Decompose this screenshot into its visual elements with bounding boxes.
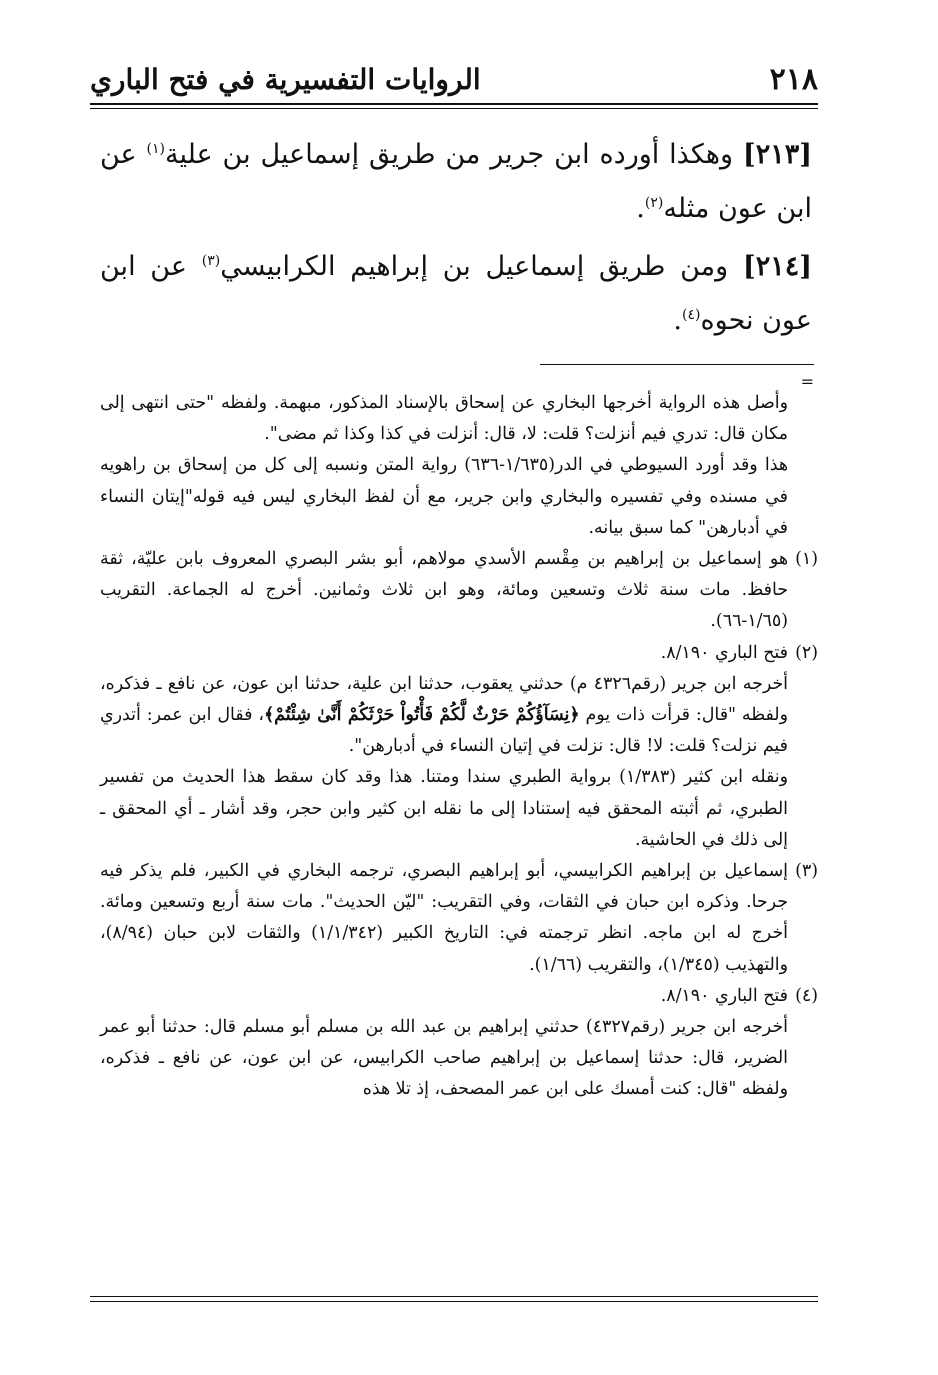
footnote-2-detail bbox=[100, 669, 818, 763]
paragraph-number: [٢١٤] bbox=[742, 251, 812, 282]
footnote-continuation: هذا وقد أورد السيوطي في الدر(١/٦٣٥-٦٣٦) رواية المتن ونسبه إلى كل من إسحاق بن راهويه في مسنده وفي تفسيره والبخاري وابن جرير، مع أن لفظ البخاري ليس فيه قوله"إيتان النساء في أدبارهن" كما سبق بيانه. bbox=[100, 455, 789, 538]
footnote-text: ، فقال ابن عمر: أتدري فيم نزلت؟ قلت: لا! قال: نزلت في إتيان النساء في أدبارهن". bbox=[100, 705, 788, 757]
footnote-marker: (١) bbox=[795, 549, 818, 570]
period: . bbox=[673, 305, 683, 336]
footnote-continuation: وأصل هذه الرواية أخرجها البخاري عن إسحاق بالإسناد المذكور، مبهمة. ولفظه "حتى انتهى إلى مكان قال: تدري فيم أنزلت؟ قلت: لا، قال: أنزلت في كذا وكذا ثم مضى". bbox=[100, 393, 788, 445]
footnote-1 bbox=[100, 544, 818, 638]
footnote-text: إسماعيل بن إبراهيم الكرابيسي، أبو إبراهيم البصري، ترجمه البخاري في الكبير، فلم يذكر فيه جرحا. وذكره ابن حبان في الثقات، وفي التقريب: "ليّن الحديث". مات سنة أربع وتسعين ومائة. أخرج له ابن ماجه. انظر ترجمته في: التاريخ الكبير (١/١/٣٤٢) والثقات لابن حبان (٨/٩٤)، والتهذيب (١/٣٤٥)، والتقريب (١/٦٦). bbox=[100, 861, 788, 975]
footnote-separator bbox=[540, 364, 814, 365]
footnote-ref: (٢) bbox=[644, 195, 664, 211]
footnote-text: هو إسماعيل بن إبراهيم بن مِقْسم الأسدي مولاهم، أبو بشر البصري المعروف بابن عليّة، ثقة حافظ. مات سنة ثلاث وتسعين ومائة، وهو ابن ثلاث وثمانين. أخرج له الجماعة. التقريب (١/٦٥-٦٦). bbox=[100, 549, 788, 632]
footnote-2-detail: ونقله ابن كثير (١/٣٨٣) برواية الطبري سندا ومتنا. هذا وقد كان سقط هذا الحديث من تفسير الطبري، ثم أثبته المحقق فيه إستنادا إلى ما نقله ابن كثير وابن حجر، وقد أشار ـ أي المحقق ـ إلى ذلك في الحاشية. bbox=[100, 767, 788, 850]
paragraph-214 bbox=[100, 240, 812, 348]
footnote-marker: (٢) bbox=[795, 642, 818, 663]
paragraph-213 bbox=[100, 128, 812, 236]
period: . bbox=[636, 193, 645, 224]
footer-rule bbox=[90, 1296, 818, 1297]
continuation-mark: = bbox=[800, 372, 814, 391]
footnote-text: فتح الباري ٨/١٩٠. bbox=[660, 985, 788, 1006]
footnote-4 bbox=[100, 981, 818, 1012]
paragraph-text: وهكذا أورده ابن جرير من طريق إسماعيل بن علية bbox=[165, 139, 734, 170]
paragraph-number: [٢١٣] bbox=[742, 139, 812, 170]
paragraph-text: عن ابن عون نحوه bbox=[100, 251, 812, 336]
footnotes bbox=[100, 388, 818, 1106]
footnote-3 bbox=[100, 856, 818, 981]
paragraph-text: ومن طريق إسماعيل بن إبراهيم الكرابيسي bbox=[220, 251, 729, 282]
header-rule-thin bbox=[90, 108, 818, 109]
main-text bbox=[100, 128, 812, 352]
footnote-text: فتح الباري ٨/١٩٠. bbox=[660, 642, 788, 663]
footnote-ref: (١) bbox=[146, 141, 166, 157]
footnote-marker: (٤) bbox=[795, 985, 818, 1006]
paragraph-text: عن ابن عون مثله bbox=[100, 139, 812, 224]
page-header bbox=[90, 62, 818, 98]
header-rule bbox=[90, 103, 818, 105]
footer-rule-thin bbox=[90, 1301, 818, 1302]
running-title: الروايات التفسيرية في فتح الباري bbox=[90, 63, 481, 96]
page-number: ٢١٨ bbox=[769, 62, 818, 97]
quran-verse: ﴿نِسَآؤُكُمْ حَرْثٌ لَّكُمْ فَأْتُواْ حَرْثَكُمْ أَنَّىٰ شِئْتُمْ﴾ bbox=[263, 705, 580, 726]
footnote-ref: (٣) bbox=[201, 253, 221, 269]
footnote-ref: (٤) bbox=[682, 307, 701, 323]
footnote-marker: (٣) bbox=[795, 861, 818, 882]
footnote-2 bbox=[100, 638, 818, 669]
footnote-text: أخرجه ابن جرير (رقم٤٣٢٦ م) حدثني يعقوب، حدثنا ابن علية، حدثنا ابن عون، عن نافع ـ فذكره، ولفظه "قال: قرأت ذات يوم bbox=[100, 673, 789, 726]
footnote-4-detail: أخرجه ابن جرير (رقم٤٣٢٧) حدثني إبراهيم بن عبد الله بن مسلم أبو مسلم قال: حدثنا أبو عمر الضرير، قال: حدثنا إسماعيل بن إبراهيم صاحب الكرابيس، عن ابن عون، عن نافع ـ فذكره، ولفظه "قال: كنت أمسك على ابن عمر المصحف، إذ تلا هذه bbox=[100, 1017, 788, 1100]
